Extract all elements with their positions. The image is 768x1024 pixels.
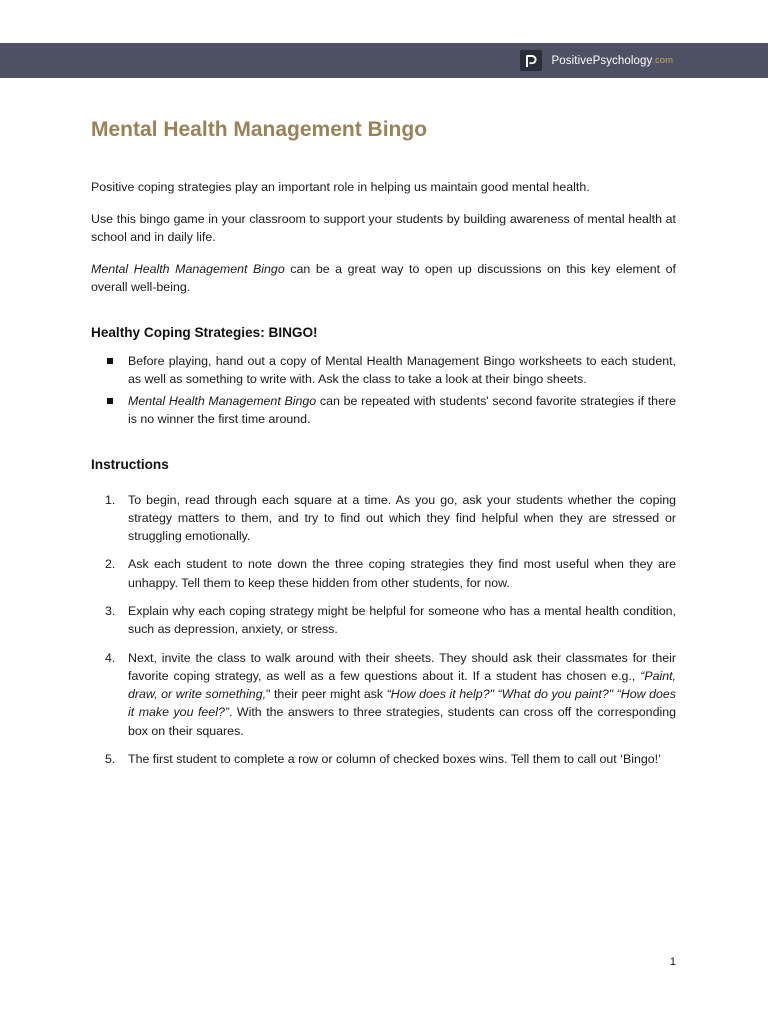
list-item bbox=[91, 555, 676, 592]
page-number: 1 bbox=[669, 956, 676, 968]
square-bullet-icon bbox=[107, 358, 113, 364]
bullet-text: Before playing, hand out a copy of Mental Health Management Bingo worksheets to each student, as well as something to write with. Ask the class to take a look at their bingo sheets. bbox=[128, 353, 676, 386]
list-item bbox=[91, 352, 676, 389]
step-text: Explain why each coping strategy might be helpful for someone who has a mental health condition, such as depression, anxiety, or stress. bbox=[128, 603, 676, 637]
step-text: The first student to complete a row or column of checked boxes wins. Tell them to call out ‘Bingo!’ bbox=[128, 752, 661, 767]
step-text: To begin, read through each square at a time. As you go, ask your students whether the coping strategy matters to them, and try to find out which they find helpful when they are stressed or struggling emotionally. bbox=[128, 492, 676, 544]
list-item bbox=[91, 392, 676, 429]
step-text-3: . With the answers to three strategies, students can cross off the corresponding box on their squares. bbox=[128, 705, 676, 738]
square-bullet-icon bbox=[107, 398, 113, 404]
coping-bullet-list bbox=[91, 352, 676, 429]
brand-tld: .com bbox=[652, 55, 673, 66]
step-number: 1. bbox=[105, 492, 116, 507]
step-text-italic-2: “How does it help?" “What do you paint?" “How does it make you feel?” bbox=[128, 687, 676, 720]
intro-paragraph-1: Positive coping strategies play an important role in helping us maintain good mental health. bbox=[91, 180, 590, 194]
bullet-text: can be repeated with students' second favorite strategies if there is no winner the first time around. bbox=[128, 393, 676, 426]
section-heading-instructions: Instructions bbox=[91, 456, 169, 472]
brand-name: PositivePsychology bbox=[551, 54, 653, 67]
list-item bbox=[91, 491, 676, 546]
step-text-italic-1: “Paint, draw, or write something, bbox=[128, 668, 676, 702]
bullet-text-italic: Mental Health Management Bingo bbox=[128, 393, 317, 408]
brand[interactable] bbox=[520, 50, 673, 71]
header-bar bbox=[0, 43, 768, 78]
list-item bbox=[91, 649, 676, 740]
document-body bbox=[91, 116, 676, 768]
list-item bbox=[91, 750, 676, 768]
intro-paragraph-3-rest: can be a great way to open up discussions on this key element of overall well-being. bbox=[91, 261, 676, 294]
intro-paragraph-3 bbox=[91, 260, 676, 297]
section-heading-coping: Healthy Coping Strategies: BINGO! bbox=[91, 324, 318, 340]
step-number: 2. bbox=[105, 557, 116, 572]
step-number: 5. bbox=[105, 752, 116, 767]
step-number: 3. bbox=[105, 603, 116, 618]
intro-paragraph-2: Use this bingo game in your classroom to support your students by building awareness of mental health at school and in daily life. bbox=[91, 211, 676, 244]
page-title: Mental Health Management Bingo bbox=[91, 118, 428, 141]
brand-logo-icon bbox=[520, 50, 542, 71]
step-number: 4. bbox=[105, 650, 116, 665]
list-item bbox=[91, 602, 676, 639]
instructions-list bbox=[91, 491, 676, 769]
step-text-2: " their peer might ask bbox=[266, 687, 387, 702]
intro-paragraph-3-italic: Mental Health Management Bingo bbox=[91, 261, 285, 276]
step-text-1: Next, invite the class to walk around with their sheets. They should ask their classmates for their favorite coping strategy, as well as a few questions about it. If a student has chosen e.g., bbox=[128, 650, 676, 683]
step-text: Ask each student to note down the three coping strategies they find most useful when they are unhappy. Tell them to keep these hidden from other students, for now. bbox=[128, 557, 676, 590]
